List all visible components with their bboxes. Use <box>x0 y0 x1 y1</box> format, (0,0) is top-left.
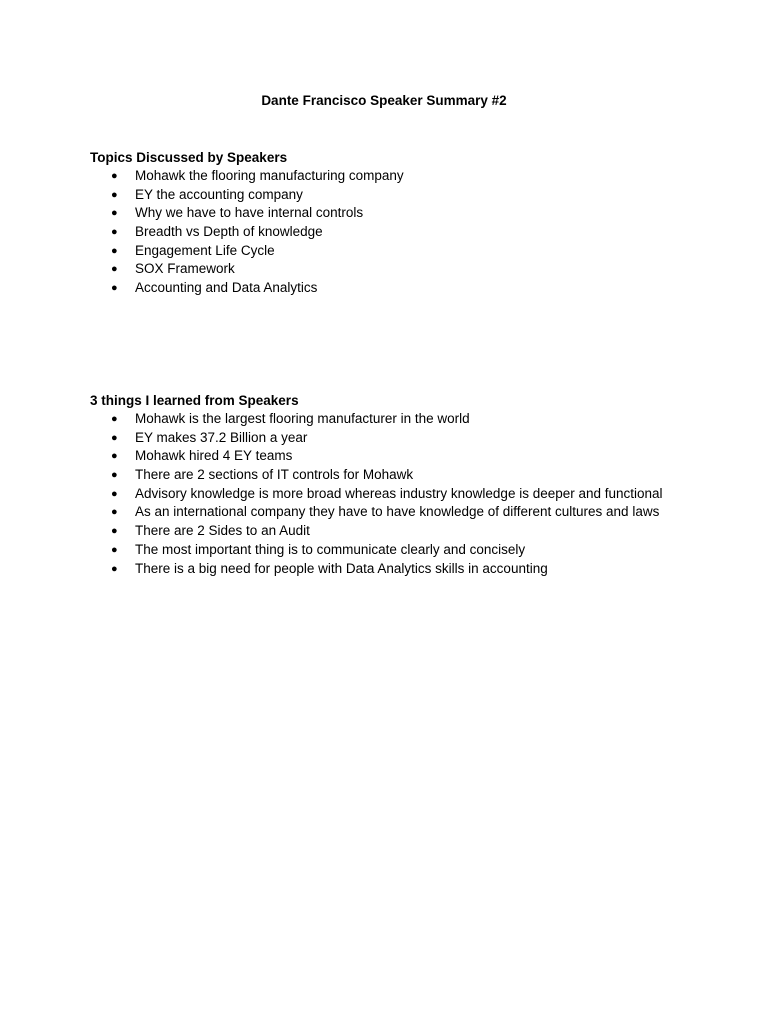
topics-section <box>90 149 730 298</box>
list-item-text: Mohawk the flooring manufacturing company <box>135 168 404 183</box>
list-item-text: As an international company they have to have knowledge of different cultures and laws <box>135 504 660 520</box>
bullet-icon: ● <box>111 450 118 463</box>
list-item <box>90 466 730 485</box>
bullet-icon: ● <box>111 282 118 295</box>
list-item-text: Accounting and Data Analytics <box>135 280 318 296</box>
bullet-icon: ● <box>111 207 118 220</box>
topics-heading: Topics Discussed by Speakers <box>90 150 288 165</box>
bullet-icon: ● <box>111 244 118 257</box>
bullet-icon: ● <box>111 263 118 276</box>
list-item-text: Mohawk is the largest flooring manufacturer in the world <box>135 411 470 426</box>
bullet-icon: ● <box>111 525 118 538</box>
list-item-text: Advisory knowledge is more broad whereas industry knowledge is deeper and functional <box>135 485 663 501</box>
bullet-icon: ● <box>111 226 118 239</box>
list-item-text: There is a big need for people with Data Analytics skills in accounting <box>135 560 548 576</box>
list-item <box>90 522 730 541</box>
list-item <box>90 429 730 448</box>
list-item <box>90 223 730 242</box>
list-item <box>90 410 730 429</box>
list-item <box>90 279 730 298</box>
list-item <box>90 503 730 522</box>
list-item-text: EY makes 37.2 Billion a year <box>135 429 308 445</box>
list-item-text: SOX Framework <box>135 261 235 277</box>
bullet-icon: ● <box>111 188 118 201</box>
list-item <box>90 260 730 279</box>
topics-list <box>90 167 730 298</box>
bullet-icon: ● <box>111 469 118 482</box>
list-item <box>90 167 730 186</box>
list-item-text: The most important thing is to communicate clearly and concisely <box>135 541 526 557</box>
bullet-icon: ● <box>111 170 118 182</box>
list-item <box>90 541 730 560</box>
list-item <box>90 186 730 205</box>
list-item <box>90 204 730 223</box>
list-item <box>90 242 730 261</box>
list-item-text: Mohawk hired 4 EY teams <box>135 448 293 464</box>
bullet-icon: ● <box>111 506 118 519</box>
list-item-text: Why we have to have internal controls <box>135 205 364 221</box>
bullet-icon: ● <box>111 543 118 556</box>
list-item-text: EY the accounting company <box>135 186 303 202</box>
list-item-text: Breadth vs Depth of knowledge <box>135 224 323 240</box>
bullet-icon: ● <box>111 487 118 500</box>
learned-section <box>90 392 730 578</box>
bullet-icon: ● <box>111 431 118 444</box>
page-title: Dante Francisco Speaker Summary #2 <box>261 93 507 108</box>
list-item-text: Engagement Life Cycle <box>135 242 275 258</box>
list-item-text: There are 2 Sides to an Audit <box>135 523 310 539</box>
bullet-icon: ● <box>111 562 118 575</box>
list-item-text: There are 2 sections of IT controls for Mohawk <box>135 467 414 483</box>
list-item <box>90 560 730 579</box>
learned-list <box>90 410 730 578</box>
learned-heading: 3 things I learned from Speakers <box>90 393 299 408</box>
bullet-icon: ● <box>111 413 118 425</box>
list-item <box>90 447 730 466</box>
list-item <box>90 485 730 504</box>
